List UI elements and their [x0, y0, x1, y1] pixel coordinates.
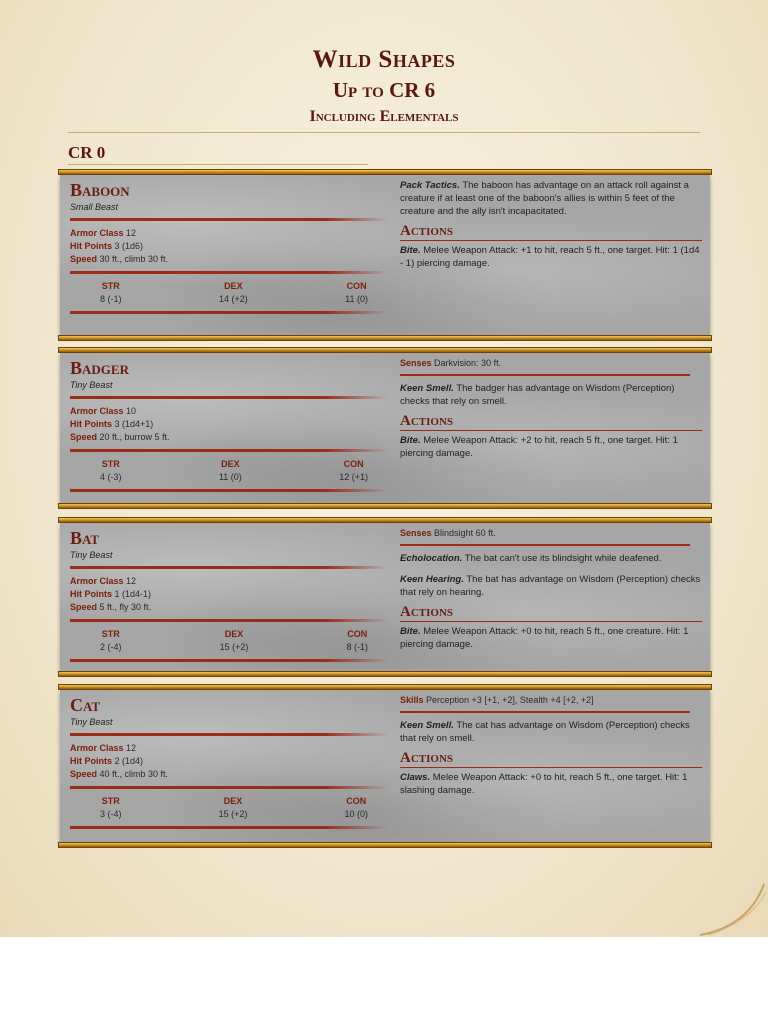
creature-type: Tiny Beast [70, 717, 113, 727]
page-title: Wild Shapes [312, 46, 456, 73]
trait: Echolocation. The bat can't use its blindsight while deafened. [400, 553, 662, 564]
block-bottom-bar [58, 842, 712, 848]
stat-con: CON 11 (0) [345, 281, 368, 304]
armor-class: Armor Class 10 [70, 406, 137, 416]
page-corner-ornament [698, 880, 768, 937]
block-top-bar [58, 517, 712, 523]
divider [70, 659, 388, 662]
divider [70, 489, 388, 492]
stat-dex: DEX 11 (0) [218, 459, 242, 482]
hit-points: Hit Points 2 (1d4) [70, 756, 144, 766]
stat-block-badger [60, 353, 710, 503]
actions-heading: Actions [400, 412, 702, 431]
armor-class: Armor Class 12 [70, 576, 137, 586]
ability-scores [70, 280, 388, 306]
block-top-bar [58, 684, 712, 690]
hit-points: Hit Points 1 (1d4-1) [70, 589, 152, 599]
armor-class: Armor Class 12 [70, 228, 137, 238]
title-block [0, 44, 768, 130]
senses: Senses Darkvision: 30 ft. [400, 358, 502, 368]
ability-scores [70, 628, 388, 654]
trait: Keen Smell. The cat has advantage on Wisdom (Perception) checks that rely on smell. [400, 720, 690, 744]
block-top-bar [58, 169, 712, 175]
block-bottom-bar [58, 503, 712, 509]
stat-block-bat [60, 523, 710, 671]
stat-con: CON 12 (+1) [339, 459, 368, 482]
stat-str: STR 8 (-1) [100, 281, 122, 304]
creature-name: Bat [70, 528, 100, 548]
page-subtitle: Up to CR 6 [332, 78, 436, 102]
creature-name: Cat [70, 695, 101, 715]
divider [70, 396, 388, 399]
senses: Senses Blindsight 60 ft. [400, 528, 496, 538]
action: Bite. Melee Weapon Attack: +2 to hit, reach 5 ft., one target. Hit: 1 piercing damage. [400, 435, 678, 459]
divider [70, 271, 388, 274]
stat-str: STR 3 (-4) [100, 796, 122, 819]
speed: Speed 20 ft., burrow 5 ft. [70, 432, 170, 442]
divider [70, 786, 388, 789]
divider [400, 544, 690, 546]
creature-type: Tiny Beast [70, 380, 113, 390]
trait: Pack Tactics. The baboon has advantage on an attack roll against a creature if at least one of the baboon's allies is within 5 feet of the creature and the ally isn't incapacitated. [400, 180, 689, 217]
skills: Skills Perception +3 [+1, +2], Stealth +4 [+2, +2] [400, 695, 594, 705]
title-divider [68, 132, 700, 133]
divider [70, 619, 388, 622]
speed: Speed 5 ft., fly 30 ft. [70, 602, 152, 612]
action: Bite. Melee Weapon Attack: +1 to hit, reach 5 ft., one target. Hit: 1 (1d4 - 1) piercing damage. [400, 245, 700, 269]
ability-scores [70, 795, 388, 821]
divider [70, 311, 388, 314]
section-heading: CR 0 [68, 143, 106, 162]
creature-type: Small Beast [70, 202, 119, 212]
stat-str: STR 2 (-4) [100, 629, 122, 652]
action: Claws. Melee Weapon Attack: +0 to hit, reach 5 ft., one target. Hit: 1 slashing damage. [400, 772, 688, 796]
divider [400, 711, 690, 713]
section-divider [68, 164, 368, 165]
divider [70, 733, 388, 736]
speed: Speed 30 ft., climb 30 ft. [70, 254, 169, 264]
ability-scores [70, 458, 388, 484]
block-bottom-bar [58, 335, 712, 341]
divider [70, 449, 388, 452]
actions-heading: Actions [400, 603, 702, 622]
page-subtitle-2: Including Elementals [309, 108, 459, 125]
stat-con: CON 8 (-1) [346, 629, 368, 652]
creature-type: Tiny Beast [70, 550, 113, 560]
divider [70, 218, 388, 221]
stat-dex: DEX 15 (+2) [219, 629, 249, 652]
trait: Keen Hearing. The bat has advantage on Wisdom (Perception) checks that rely on hearing. [400, 574, 701, 598]
creature-name: Baboon [70, 180, 130, 200]
hit-points: Hit Points 3 (1d6) [70, 241, 144, 251]
stat-block-baboon [60, 175, 710, 335]
block-bottom-bar [58, 671, 712, 677]
stat-con: CON 10 (0) [344, 796, 368, 819]
divider [400, 374, 690, 376]
actions-heading: Actions [400, 749, 702, 768]
divider [70, 826, 388, 829]
creature-name: Badger [70, 358, 129, 378]
actions-heading: Actions [400, 222, 702, 241]
hit-points: Hit Points 3 (1d4+1) [70, 419, 154, 429]
stat-dex: DEX 15 (+2) [218, 796, 248, 819]
stat-dex: DEX 14 (+2) [218, 281, 248, 304]
divider [70, 566, 388, 569]
stat-str: STR 4 (-3) [100, 459, 122, 482]
stat-block-cat [60, 690, 710, 842]
action: Bite. Melee Weapon Attack: +0 to hit, reach 5 ft., one creature. Hit: 1 piercing damage. [400, 626, 689, 650]
armor-class: Armor Class 12 [70, 743, 137, 753]
trait: Keen Smell. The badger has advantage on Wisdom (Perception) checks that rely on smell. [400, 383, 675, 407]
block-top-bar [58, 347, 712, 353]
speed: Speed 40 ft., climb 30 ft. [70, 769, 169, 779]
